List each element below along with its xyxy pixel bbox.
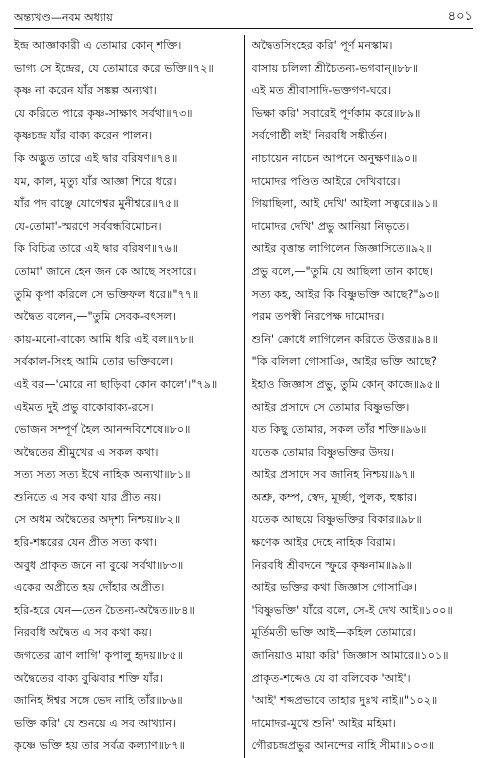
verse-line: যতেক আছয়ে বিষ্ণুভক্তির বিকার॥৯৮॥ xyxy=(251,513,422,527)
verse-line: দামোদর দেখি' প্রভু আনিয়া নিভৃতে। xyxy=(251,219,410,233)
verse-line: অদ্বৈত বলেন,—"তুমি সেবক-বৎসল। xyxy=(14,310,176,324)
verse-line: জানিয়াও মায়া করি' জিজ্ঞাস আমারে॥১০১॥ xyxy=(251,649,449,663)
running-header xyxy=(14,6,473,29)
verse-line: আইর বৃত্তান্ত লাগিলেন জিজ্ঞাসিতে॥৯২॥ xyxy=(251,242,432,256)
verse-line: জানিহ ঈশ্বর সঙ্গে ভেদ নাহি তাঁর॥৮৬॥ xyxy=(14,694,183,708)
verse-line: সত্য কহ, আইর কি বিষ্ণুভক্তি আছে?"৯৩॥ xyxy=(251,287,440,301)
verse-line: অদ্বৈতের শ্রীমুখের এ সকল কথা। xyxy=(14,445,159,459)
verse-line: কৃষ্ণে ভক্তি হয় তার সর্বত্র কল্যাণ॥৮৭॥ xyxy=(14,739,185,753)
verse-line: জগতের ত্রাণ লাগি' কৃপালু হৃদয়॥৮৫॥ xyxy=(14,649,184,663)
verse-line: শুনি' ক্রোধে লাগিলেন করিতে উত্তর॥৯৪॥ xyxy=(251,332,438,346)
verse-line: 'বিষ্ণুভক্তি' যাঁরে বলে, সে-ই দেখ আই॥১০০॥ xyxy=(251,603,453,617)
verse-line: ক্ষণেক আইর দেহে নাহিক বিরাম। xyxy=(251,536,396,550)
verse-line: দামোদর-মুখে শুনি' আইর মহিমা। xyxy=(251,716,396,730)
verse-line: একের অপ্রীতে হয় দোঁহার অপ্রীত। xyxy=(14,581,165,595)
verse-line: কি বিচিত্র তারে এই দ্বার বরিষণ॥৭৬॥ xyxy=(14,242,179,256)
verse-line: আইর প্রসাদে সে তোমার বিষ্ণুভক্তি। xyxy=(251,400,410,414)
verse-line: নাচায়েন নাচেন আপনে অনুক্ষণ॥৯০॥ xyxy=(251,151,418,165)
verse-line: ভিক্ষা করি' সবারেই পূর্ণকাম করে॥৮৯॥ xyxy=(251,106,421,120)
right-column xyxy=(244,35,474,758)
verse-line: শুনিতে এ সব কথা যার প্রীত নয়। xyxy=(14,490,162,504)
verse-line: সে অধম অদ্বৈতের অদৃশ্য নিশ্চয়॥৮২॥ xyxy=(14,513,181,527)
verse-line: আইর প্রসাদে সব জানিহ নিশ্চয়॥৯৭॥ xyxy=(251,468,416,482)
verse-line: কৃষ্ণচন্দ্র যাঁর বাক্য করেন পালন। xyxy=(14,129,153,143)
verse-line: ইহাও জিজ্ঞাস প্রভু, তুমি কোন্ কাজে॥৯৫॥ xyxy=(251,377,441,391)
verse-line: বাসায় চলিলা শ্রীচৈতন্য-ভগবান্॥৮৮॥ xyxy=(251,61,419,75)
verse-line: যত কিছু তোমার, সকল তাঁর শক্তি॥৯৬॥ xyxy=(251,423,427,437)
verse-line: গৌরচন্দ্রপ্রভুর আনন্দের নাহি সীমা॥১০৩॥ xyxy=(251,739,435,753)
verse-line: প্রাকৃত-শব্দেও যে বা বলিবেক 'আই'। xyxy=(251,671,411,685)
verse-line: সর্বকাল-সিংহ আমি তোর ভক্তিবলে। xyxy=(14,355,174,369)
verse-line: 'আই' শব্দপ্রভাবে তাহার দুঃখ নাই॥"১০২॥ xyxy=(251,694,438,708)
page-number: ৪০১ xyxy=(447,9,473,24)
verse-line: কি অদ্ভুত তারে এই দ্বার বরিষণ॥৭৪॥ xyxy=(14,151,178,165)
verse-line: হরি-হরে যেন—তেন চৈতন্য-অদ্বৈত॥৮৪॥ xyxy=(14,603,195,617)
verse-line: নিরবধি শ্রীবদনে স্ফুরে কৃষ্ণনাম॥৯৯॥ xyxy=(251,558,412,572)
verse-line: কৃষ্ণ না করেন যাঁর সঙ্কল্প অন্যথা। xyxy=(14,84,157,98)
chapter-title: অন্ত্যখণ্ড—নবম অধ্যায় xyxy=(14,11,113,24)
verse-line: যম, কাল, মৃত্যু যাঁর আজ্ঞা শিরে ধরে। xyxy=(14,174,177,188)
verse-line: তুমি কৃপা করিলে সে ভক্তিফল ধরে॥"৭৭॥ xyxy=(14,287,199,301)
verse-line: নিরবধি অদ্বৈত এ সব কথা কয়। xyxy=(14,626,152,640)
verse-line: ইন্দ্র আজ্ঞাকারী এ তোমার কোন্ শক্তি। xyxy=(14,39,182,52)
verse-line: ভক্তি করি' যে শুনয়ে এ সব আখ্যান। xyxy=(14,716,177,730)
verse-line: হরি-শঙ্করের যেন প্রীত সত্য কথা। xyxy=(14,536,157,550)
verse-line: যে করিতে পারে কৃষ্ণ-সাক্ষাৎ সর্বথা॥৭৩॥ xyxy=(14,106,193,120)
verse-line: অদ্বৈতের বাক্য বুঝিবার শক্তি যাঁর। xyxy=(14,671,163,685)
verse-line: এইমত দুই প্রভু বাকোবাক্য-রসে। xyxy=(14,400,154,414)
verse-line: প্রভু বলে,—"তুমি যে আছিলা তান কাছে। xyxy=(251,264,433,278)
verse-line: যতেক তোমার বিষ্ণুভক্তির উদয়। xyxy=(251,445,395,459)
verse-line: যাঁর পদ বাঞ্ছে যোগেশ্বর মুনীশ্বরে॥৭৫॥ xyxy=(14,197,179,211)
verse-line: আইর ভক্তির কথা জিজ্ঞাস গোসাঞি। xyxy=(251,581,417,595)
verse-line: "কি বলিলা গোসাঞি, আইর ভক্তি আছে? xyxy=(251,355,437,369)
verse-line: সর্বগোষ্ঠী লই' নিরবধি সঙ্কীর্তন। xyxy=(251,129,387,143)
verse-line: এই মত শ্রীবাসাদি-ভক্তগণ-ঘরে। xyxy=(251,84,392,98)
left-column xyxy=(14,35,244,758)
verse-line: তোমা' জানে হেন জন কে আছে সংসারে। xyxy=(14,264,197,278)
text-columns xyxy=(14,35,473,758)
verse-line: ভোজন সম্পূর্ণ হৈল আনন্দবিশেষে॥৮০॥ xyxy=(14,423,191,437)
verse-line: ভাগ্য সে ইন্দ্রের, যে তোমারে করে ভক্তি॥৭২॥ xyxy=(14,61,214,75)
verse-line: মূর্তিমতী ভক্তি আই—কহিল তোমারে। xyxy=(251,626,416,640)
verse-line: অশ্রু, কম্প, স্বেদ, মূর্চ্ছা, পুলক, হুঙ্কার। xyxy=(251,490,418,504)
verse-line: গিয়াছিলা, আই দেখি' আইলা সত্বরে॥৯১॥ xyxy=(251,197,438,211)
verse-line: অবুধ প্রাকৃত জনে না বুঝে সর্বথা॥৮৩॥ xyxy=(14,558,184,572)
column-divider xyxy=(244,35,245,758)
verse-line: এই বর—'মোরে না ছাড়িবা কোন কালে'।"৭৯॥ xyxy=(14,377,218,391)
verse-line: পরম তপস্বী নিরপেক্ষ দামোদর। xyxy=(251,310,385,324)
verse-line: যে-তোমা'-স্মরণে সর্ববন্ধবিমোচন। xyxy=(14,219,162,233)
verse-line: দামোদর পণ্ডিত আইরে দেখিবারে। xyxy=(251,174,401,188)
verse-line: কায়-মনো-বাক্যে আমি ধরি এই বল॥৭৮॥ xyxy=(14,332,194,346)
verse-line: অদ্বৈতসিংহের করি' পূর্ণ মনস্কাম। xyxy=(251,39,393,52)
verse-line: সত্য সত্য সত্য ইথে নাহিক অন্যথা॥৮১॥ xyxy=(14,468,191,482)
